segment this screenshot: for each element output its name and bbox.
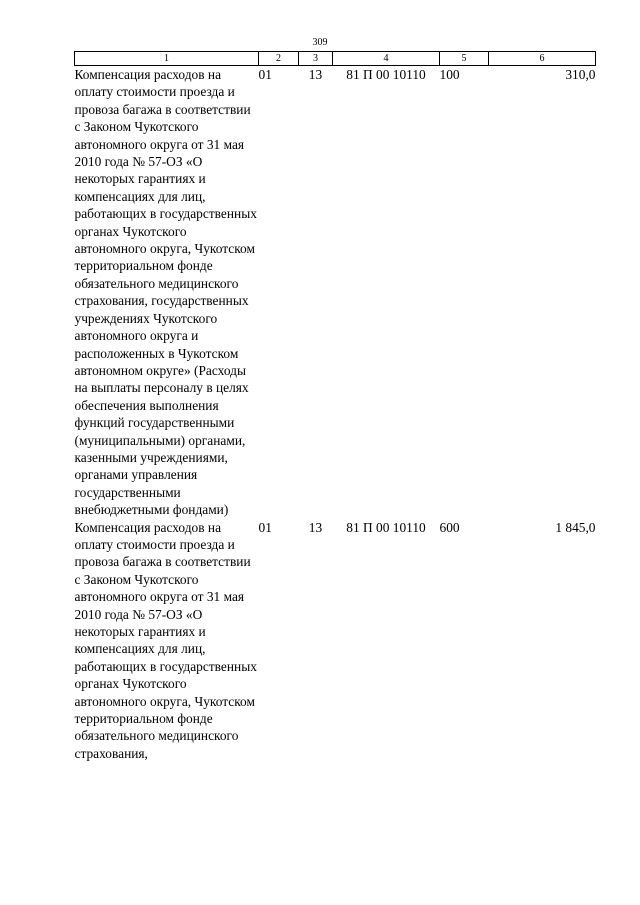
budget-table xyxy=(74,51,596,762)
column-number-6: 6 xyxy=(489,52,596,66)
expense-name: Компенсация расходов на оплату стоимости проезда и провоза багажа в соответствии с Законом Чукотского автономного округа от 31 мая 2010 года № 57-ОЗ «О некоторых гарантиях и компенсациях для лиц, работающих в государственных органах Чукотского автономного округа, Чукотском территориальном фонде обязательного медицинского страхования, xyxy=(74,519,257,761)
column-number-1: 1 xyxy=(75,52,259,66)
target-item-code: 81 П 00 10110 xyxy=(346,519,426,535)
column-number-2: 2 xyxy=(259,52,299,66)
table-row xyxy=(75,66,596,519)
section-code: 01 xyxy=(258,519,272,535)
section-code: 01 xyxy=(258,67,272,82)
table-row xyxy=(75,519,596,763)
column-number-3: 3 xyxy=(299,52,333,66)
expense-name: Компенсация расходов на оплату стоимости проезда и провоза багажа в соответствии с Законом Чукотского автономного округа от 31 мая 2010 года № 57-ОЗ «О некоторых гарантиях и компенсациях для лиц, работающих в государственных органах Чукотского автономного округа, Чукотском территориальном фонде обязательного медицинского страхования, государственных учреждениях Чукотского автономного округа и расположенных в Чукотском автономном округе» (Расходы на выплаты персоналу в целях обеспечения выполнения функций государственными (муниципальными) органами, казенными учреждениями, органами управления государственными внебюджетными фондами) xyxy=(74,67,257,518)
target-item-code: 81 П 00 10110 xyxy=(346,67,426,82)
column-number-4: 4 xyxy=(333,52,440,66)
expense-type-code: 100 xyxy=(439,67,460,82)
subsection-code: 13 xyxy=(308,519,323,535)
column-number-5: 5 xyxy=(440,52,489,66)
expense-type-code: 600 xyxy=(439,519,460,535)
page-number: 309 xyxy=(312,37,328,48)
column-number-row xyxy=(75,52,596,66)
subsection-code: 13 xyxy=(308,67,323,82)
amount: 310,0 xyxy=(565,67,596,82)
amount: 1 845,0 xyxy=(555,519,596,535)
